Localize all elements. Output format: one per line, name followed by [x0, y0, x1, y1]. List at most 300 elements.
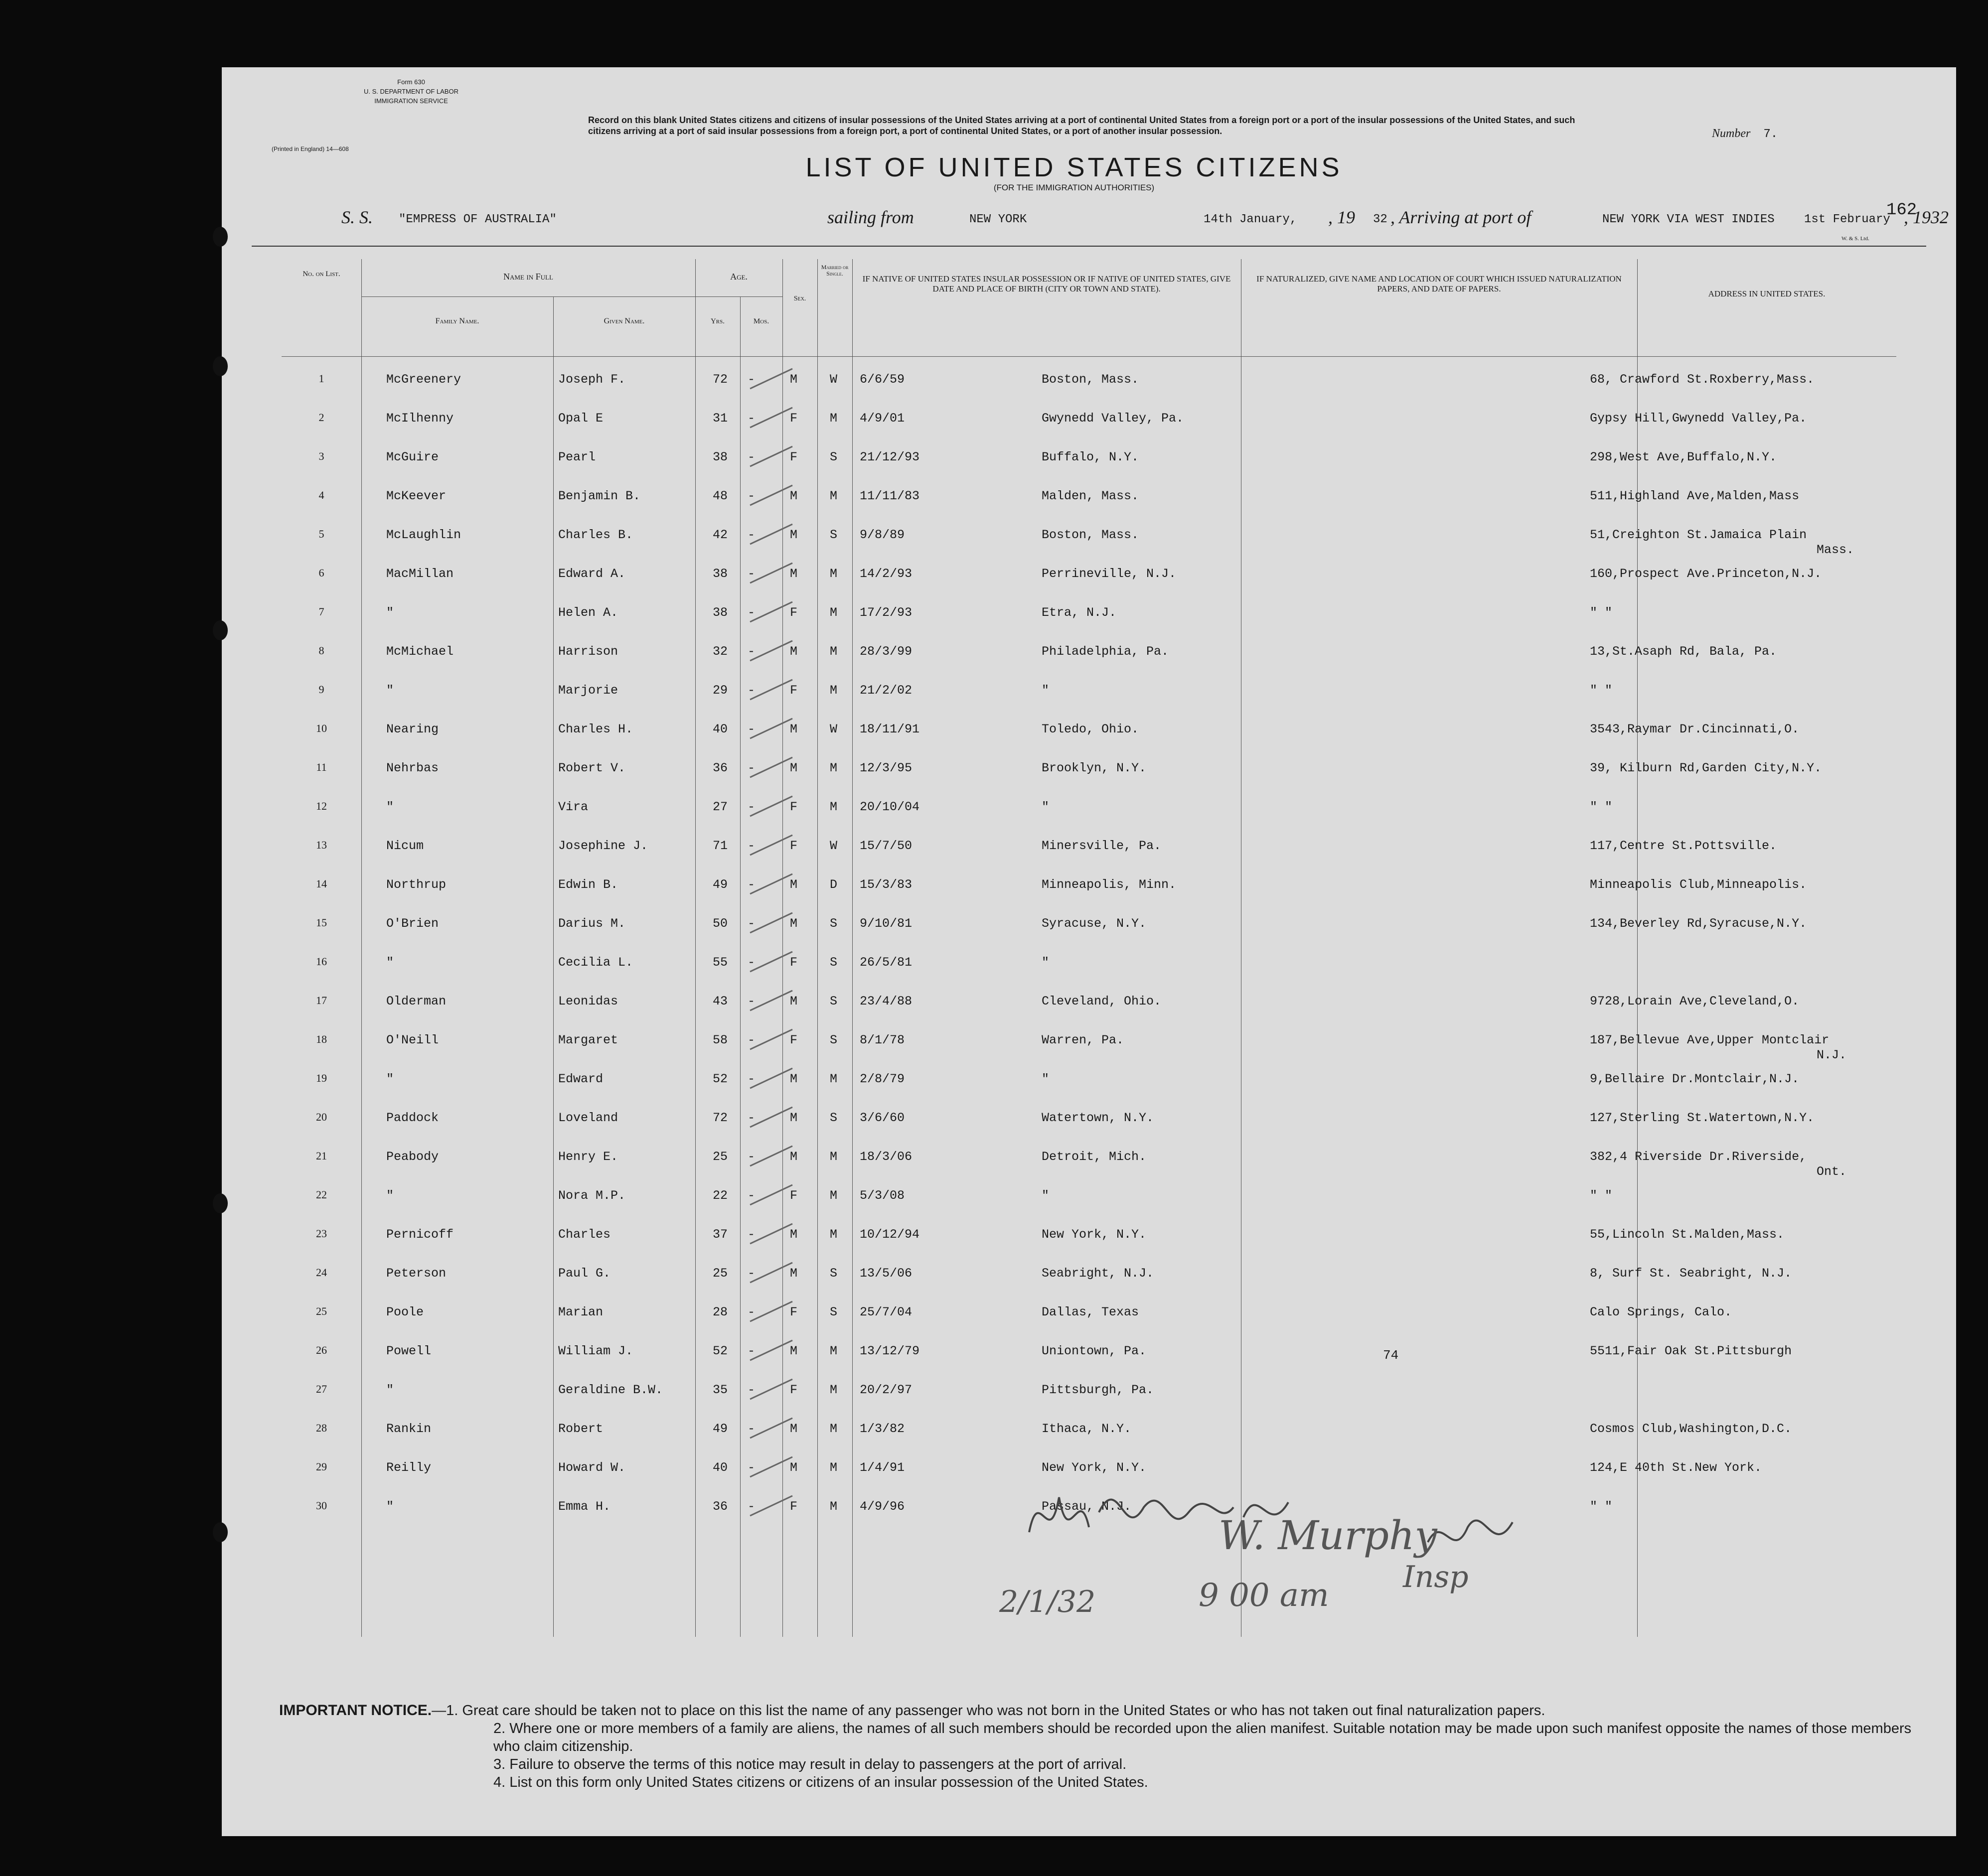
cell-giv: Emma H.	[558, 1499, 611, 1514]
arriving-label: , Arriving at port of	[1390, 207, 1531, 227]
cell-sex: M	[790, 761, 798, 775]
number-value: 7.	[1763, 128, 1778, 141]
cell-sex: F	[790, 1305, 798, 1319]
cell-fam: Pernicoff	[386, 1227, 454, 1242]
cell-age: 55	[712, 955, 728, 970]
page-number: 162	[1886, 201, 1917, 220]
cell-giv: Cecilia L.	[558, 955, 633, 970]
list-number	[1712, 127, 1778, 141]
cell-date: 3/6/60	[860, 1111, 905, 1125]
cell-addr: " "	[1590, 683, 1613, 698]
cell-mar: S	[830, 1305, 838, 1319]
cell-date: 12/3/95	[860, 761, 913, 775]
cell-mar: S	[830, 1033, 838, 1047]
cell-mar: M	[830, 800, 838, 814]
cell-no: 6	[318, 567, 324, 579]
cell-mar: M	[830, 567, 838, 581]
table-row	[282, 672, 1896, 711]
cell-addr: 9,Bellaire Dr.Montclair,N.J.	[1590, 1072, 1800, 1086]
cell-age: 42	[712, 528, 728, 542]
cell-sex: F	[790, 411, 798, 426]
sailing-date: 14th January,	[1204, 213, 1297, 226]
cell-addr: 13,St.Asaph Rd, Bala, Pa.	[1590, 644, 1777, 659]
cell-place: Seabright, N.J.	[1042, 1266, 1154, 1281]
cell-age: 72	[712, 1111, 728, 1125]
cell-sex: M	[790, 489, 798, 503]
cell-fam: Reilly	[386, 1460, 432, 1475]
col-naturalized-header: IF NATURALIZED, GIVE NAME AND LOCATION OF COURT WHICH ISSUED NATURALIZATION PAPERS, AND DATE OF PAPERS.	[1256, 274, 1622, 293]
cell-date: 5/3/08	[860, 1188, 905, 1203]
cell-date: 20/2/97	[860, 1383, 913, 1397]
table-row	[282, 1294, 1896, 1333]
cell-date: 15/7/50	[860, 839, 913, 853]
cell-mos: -	[748, 1422, 756, 1436]
col-native-header: IF NATIVE OF UNITED STATES INSULAR POSSESSION OR IF NATIVE OF UNITED STATES, GIVE DATE AND PLACE OF BIRTH (CITY OR TOWN AND STATE).	[862, 274, 1231, 293]
table-row	[282, 1100, 1896, 1139]
cell-fam: O'Brien	[386, 916, 439, 931]
cell-sex: M	[790, 372, 798, 387]
table-row	[282, 439, 1896, 478]
cell-mos: -	[748, 1188, 756, 1203]
service: IMMIGRATION SERVICE	[374, 97, 448, 105]
col-yrs-header: Yrs.	[710, 317, 725, 325]
cell-sex: M	[790, 916, 798, 931]
cell-addr-cont: Mass.	[1817, 543, 1854, 557]
cell-place: Detroit, Mich.	[1042, 1150, 1147, 1164]
cell-giv: Josephine J.	[558, 839, 648, 853]
cell-mar: M	[830, 1188, 838, 1203]
cell-no: 21	[316, 1150, 327, 1162]
cell-sex: M	[790, 1422, 798, 1436]
cell-place: "	[1042, 955, 1050, 970]
cell-place: Brooklyn, N.Y.	[1042, 761, 1147, 775]
cell-sex: F	[790, 605, 798, 620]
cell-mar: S	[830, 528, 838, 542]
cell-fam: "	[386, 955, 394, 970]
cell-age: 32	[712, 644, 728, 659]
cell-addr: " "	[1590, 1188, 1613, 1203]
cell-mar: M	[830, 489, 838, 503]
printed-note: (Printed in England) 14—608	[272, 145, 349, 152]
cell-place: Gwynedd Valley, Pa.	[1042, 411, 1184, 426]
cell-giv: Geraldine B.W.	[558, 1383, 663, 1397]
cell-age: 28	[712, 1305, 728, 1319]
cell-sex: M	[790, 567, 798, 581]
cell-sex: M	[790, 722, 798, 736]
table-row	[282, 1139, 1896, 1177]
cell-no: 8	[318, 644, 324, 657]
cell-sex: F	[790, 1499, 798, 1514]
cell-giv: Vira	[558, 800, 589, 814]
cell-mar: M	[830, 1499, 838, 1514]
cell-giv: Marian	[558, 1305, 604, 1319]
cell-mos: -	[748, 683, 756, 698]
cell-mar: M	[830, 761, 838, 775]
cell-addr: Calo Springs, Calo.	[1590, 1305, 1732, 1319]
cell-mos: -	[748, 411, 756, 426]
cell-sex: F	[790, 839, 798, 853]
cell-mos: -	[748, 994, 756, 1009]
col-name-header: Name in Full	[503, 272, 553, 282]
cell-mos: -	[748, 1072, 756, 1086]
cell-age: 38	[712, 567, 728, 581]
cell-age: 37	[712, 1227, 728, 1242]
cell-place: "	[1042, 683, 1050, 698]
ship-name: "EMPRESS OF AUSTRALIA"	[399, 213, 557, 226]
cell-giv: William J.	[558, 1344, 633, 1358]
cell-age: 40	[712, 722, 728, 736]
cell-place: Malden, Mass.	[1042, 489, 1139, 503]
cell-giv: Charles H.	[558, 722, 633, 736]
cell-addr: 5511,Fair Oak St.Pittsburgh	[1590, 1344, 1792, 1358]
cell-mar: W	[830, 372, 838, 387]
cell-giv: Edward A.	[558, 567, 626, 581]
cell-place: "	[1042, 1072, 1050, 1086]
cell-place: Minersville, Pa.	[1042, 839, 1162, 853]
cell-no: 1	[318, 372, 324, 385]
cell-fam: "	[386, 1383, 394, 1397]
cell-sex: M	[790, 1072, 798, 1086]
cell-no: 11	[316, 761, 327, 773]
cell-age: 38	[712, 450, 728, 464]
cell-date: 20/10/04	[860, 800, 920, 814]
cell-mos: -	[748, 1111, 756, 1125]
cell-no: 25	[316, 1305, 327, 1317]
cell-fam: Nehrbas	[386, 761, 439, 775]
cell-date: 4/9/01	[860, 411, 905, 426]
cell-mar: M	[830, 1344, 838, 1358]
cell-addr: 39, Kilburn Rd,Garden City,N.Y.	[1590, 761, 1822, 775]
cell-mos: -	[748, 1460, 756, 1475]
cell-no: 5	[318, 528, 324, 540]
cell-date: 4/9/96	[860, 1499, 905, 1514]
department: U. S. DEPARTMENT OF LABOR	[364, 88, 459, 95]
cell-no: 28	[316, 1422, 327, 1434]
cell-mar: M	[830, 1072, 838, 1086]
punch-hole	[213, 620, 228, 640]
cell-giv: Charles	[558, 1227, 611, 1242]
form-header	[272, 77, 516, 152]
table-row	[282, 828, 1896, 866]
cell-addr: 134,Beverley Rd,Syracuse,N.Y.	[1590, 916, 1807, 931]
cell-giv: Nora M.P.	[558, 1188, 626, 1203]
year: 32	[1373, 213, 1387, 226]
cell-giv: Darius M.	[558, 916, 626, 931]
cell-giv: Henry E.	[558, 1150, 618, 1164]
cell-date: 18/3/06	[860, 1150, 913, 1164]
cell-no: 10	[316, 722, 327, 734]
cell-fam: Poole	[386, 1305, 424, 1319]
cell-no: 26	[316, 1344, 327, 1356]
cell-addr: 3543,Raymar Dr.Cincinnati,O.	[1590, 722, 1800, 736]
cell-mos: -	[748, 1150, 756, 1164]
cell-mar: M	[830, 1422, 838, 1436]
cell-age: 35	[712, 1383, 728, 1397]
cell-place: Warren, Pa.	[1042, 1033, 1124, 1047]
col-family-header: Family Name.	[435, 317, 479, 325]
cell-mar: S	[830, 916, 838, 931]
cell-date: 1/4/91	[860, 1460, 905, 1475]
cell-date: 25/7/04	[860, 1305, 913, 1319]
cell-mos: -	[748, 722, 756, 736]
handwritten-time: 9 00 am	[1199, 1577, 1329, 1614]
table-row	[282, 478, 1896, 517]
cell-fam: Northrup	[386, 877, 447, 892]
cell-no: 18	[316, 1033, 327, 1045]
cell-mos: -	[748, 916, 756, 931]
cell-addr: 124,E 40th St.New York.	[1590, 1460, 1762, 1475]
arrival-date: 1st February	[1804, 213, 1890, 226]
table-row	[282, 1061, 1896, 1100]
cell-date: 6/6/59	[860, 372, 905, 387]
cell-addr: 68, Crawford St.Roxberry,Mass.	[1590, 372, 1815, 387]
cell-age: 38	[712, 605, 728, 620]
cell-no: 3	[318, 450, 324, 462]
cell-mar: S	[830, 994, 838, 1009]
table-row	[282, 789, 1896, 828]
cell-date: 26/5/81	[860, 955, 913, 970]
col-no-header: No. on List.	[303, 270, 340, 278]
cell-addr: 511,Highland Ave,Malden,Mass	[1590, 489, 1800, 503]
cell-date: 9/10/81	[860, 916, 913, 931]
cell-fam: "	[386, 1072, 394, 1086]
cell-fam: Nicum	[386, 839, 424, 853]
cell-addr: 127,Sterling St.Watertown,N.Y.	[1590, 1111, 1815, 1125]
cell-mar: M	[830, 644, 838, 659]
cell-mos: -	[748, 1344, 756, 1358]
cell-mar: W	[830, 722, 838, 736]
cell-sex: M	[790, 994, 798, 1009]
cell-addr: 382,4 Riverside Dr.Riverside,	[1590, 1150, 1807, 1164]
cell-mos: -	[748, 489, 756, 503]
cell-no: 13	[316, 839, 327, 851]
cell-place: Boston, Mass.	[1042, 528, 1139, 542]
cell-giv: Harrison	[558, 644, 618, 659]
cell-date: 2/8/79	[860, 1072, 905, 1086]
table-row	[282, 1411, 1896, 1449]
cell-age: 49	[712, 1422, 728, 1436]
col-sex-header: Sex.	[793, 295, 806, 302]
cell-mar: M	[830, 1150, 838, 1164]
cell-place: Perrineville, N.J.	[1042, 567, 1177, 581]
table-row	[282, 905, 1896, 944]
cell-sex: F	[790, 1188, 798, 1203]
col-married-header: Married or Single.	[821, 264, 849, 277]
cell-no: 4	[318, 489, 324, 501]
number-label: Number	[1712, 127, 1751, 140]
cell-date: 17/2/93	[860, 605, 913, 620]
table-row	[282, 594, 1896, 633]
cell-age: 72	[712, 372, 728, 387]
cell-date: 21/2/02	[860, 683, 913, 698]
cell-addr: 55,Lincoln St.Malden,Mass.	[1590, 1227, 1785, 1242]
cell-giv: Joseph F.	[558, 372, 626, 387]
cell-addr: 51,Creighton St.Jamaica Plain	[1590, 528, 1807, 542]
cell-addr: 298,West Ave,Buffalo,N.Y.	[1590, 450, 1777, 464]
cell-addr: 187,Bellevue Ave,Upper Montclair	[1590, 1033, 1830, 1047]
cell-place: "	[1042, 800, 1050, 814]
cell-mar: M	[830, 683, 838, 698]
cell-mar: W	[830, 839, 838, 853]
cell-mar: M	[830, 411, 838, 426]
table-row	[282, 1333, 1896, 1372]
table-row	[282, 517, 1896, 556]
cell-no: 15	[316, 916, 327, 929]
cell-sex: M	[790, 1150, 798, 1164]
ss-label: S. S.	[341, 207, 373, 227]
cell-sex: F	[790, 1033, 798, 1047]
cell-date: 28/3/99	[860, 644, 913, 659]
cell-addr: " "	[1590, 605, 1613, 620]
cell-mos: -	[748, 372, 756, 387]
cell-age: 52	[712, 1344, 728, 1358]
cell-age: 40	[712, 1460, 728, 1475]
cell-age: 22	[712, 1188, 728, 1203]
cell-no: 22	[316, 1188, 327, 1201]
cell-place: Etra, N.J.	[1042, 605, 1117, 620]
cell-no: 27	[316, 1383, 327, 1395]
cell-sex: M	[790, 1227, 798, 1242]
naturalized-note: 74	[1383, 1348, 1399, 1363]
header-divider	[361, 296, 782, 297]
cell-mos: -	[748, 1383, 756, 1397]
cell-sex: F	[790, 955, 798, 970]
cell-mar: M	[830, 1383, 838, 1397]
cell-mar: S	[830, 1266, 838, 1281]
cell-fam: Peterson	[386, 1266, 447, 1281]
cell-sex: M	[790, 528, 798, 542]
cell-no: 12	[316, 800, 327, 812]
cell-date: 15/3/83	[860, 877, 913, 892]
cell-mos: -	[748, 839, 756, 853]
important-notice	[279, 1702, 1934, 1791]
cell-sex: M	[790, 1344, 798, 1358]
cell-addr: 9728,Lorain Ave,Cleveland,O.	[1590, 994, 1800, 1009]
cell-mos: -	[748, 450, 756, 464]
handwritten-date: 2/1/32	[999, 1585, 1096, 1619]
cell-date: 13/5/06	[860, 1266, 913, 1281]
cell-mar: M	[830, 1227, 838, 1242]
col-given-header: Given Name.	[604, 317, 645, 325]
table-row	[282, 866, 1896, 905]
cell-giv: Loveland	[558, 1111, 618, 1125]
cell-age: 36	[712, 1499, 728, 1514]
cell-giv: Howard W.	[558, 1460, 626, 1475]
from-port: NEW YORK	[969, 213, 1027, 226]
table-row	[282, 944, 1896, 983]
cell-mos: -	[748, 528, 756, 542]
cell-fam: McKeever	[386, 489, 447, 503]
table-row	[282, 1372, 1896, 1411]
cell-no: 17	[316, 994, 327, 1007]
cell-mos: -	[748, 800, 756, 814]
cell-sex: F	[790, 800, 798, 814]
table-row	[282, 983, 1896, 1022]
cell-age: 43	[712, 994, 728, 1009]
cell-fam: McGreenery	[386, 372, 461, 387]
table-row	[282, 1216, 1896, 1255]
cell-fam: "	[386, 683, 394, 698]
table-row	[282, 1022, 1896, 1061]
cell-giv: Marjorie	[558, 683, 618, 698]
cell-fam: "	[386, 800, 394, 814]
cell-mos: -	[748, 1266, 756, 1281]
form-number: Form 630	[397, 78, 425, 86]
header-bottom	[282, 356, 1896, 357]
cell-mos: -	[748, 1499, 756, 1514]
cell-mos: -	[748, 605, 756, 620]
notice-item: 2. Where one or more members of a family are aliens, the names of all such members should be recorded upon the alien manifest. Suitable notation may be made upon such manifest opposite the names of those members who claim citizenship.	[493, 1721, 1912, 1754]
cell-date: 18/11/91	[860, 722, 920, 736]
cell-age: 36	[712, 761, 728, 775]
cell-date: 10/12/94	[860, 1227, 920, 1242]
cell-fam: McMichael	[386, 644, 454, 659]
notice-item: 4. List on this form only United States citizens or citizens of an insular possession of the United States.	[493, 1774, 1148, 1790]
table-row	[282, 1177, 1896, 1216]
cell-place: Pittsburgh, Pa.	[1042, 1383, 1154, 1397]
cell-fam: "	[386, 605, 394, 620]
col-address-header: ADDRESS IN UNITED STATES.	[1708, 289, 1826, 298]
cell-fam: MacMillan	[386, 567, 454, 581]
cell-mos: -	[748, 1227, 756, 1242]
cell-mar: M	[830, 1460, 838, 1475]
cell-giv: Helen A.	[558, 605, 618, 620]
cell-date: 9/8/89	[860, 528, 905, 542]
notice-item: —1. Great care should be taken not to place on this list the name of any passenger who was not born in the United States or who has not taken out final naturalization papers.	[432, 1703, 1545, 1719]
cell-addr: 117,Centre St.Pottsville.	[1590, 839, 1777, 853]
cell-date: 21/12/93	[860, 450, 920, 464]
cell-age: 31	[712, 411, 728, 426]
cell-age: 52	[712, 1072, 728, 1086]
cell-addr: " "	[1590, 800, 1613, 814]
table-row	[282, 711, 1896, 750]
cell-place: Syracuse, N.Y.	[1042, 916, 1147, 931]
cell-addr: 8, Surf St. Seabright, N.J.	[1590, 1266, 1792, 1281]
cell-giv: Leonidas	[558, 994, 618, 1009]
cell-giv: Benjamin B.	[558, 489, 641, 503]
cell-mos: -	[748, 1033, 756, 1047]
cell-sex: M	[790, 1266, 798, 1281]
cell-fam: McGuire	[386, 450, 439, 464]
cell-giv: Pearl	[558, 450, 596, 464]
notice-label: IMPORTANT NOTICE.	[279, 1702, 432, 1719]
manifest-page	[222, 67, 1956, 1836]
cell-date: 8/1/78	[860, 1033, 905, 1047]
cell-no: 29	[316, 1460, 327, 1473]
cell-giv: Robert	[558, 1422, 604, 1436]
handwritten-initials: Insp	[1403, 1560, 1469, 1594]
year-prefix: , 19	[1328, 207, 1355, 227]
table-row	[282, 400, 1896, 439]
cell-giv: Robert V.	[558, 761, 626, 775]
cell-date: 11/11/83	[860, 489, 920, 503]
cell-age: 25	[712, 1150, 728, 1164]
cell-place: Watertown, N.Y.	[1042, 1111, 1154, 1125]
cell-place: New York, N.Y.	[1042, 1227, 1147, 1242]
handwritten-signature: W. Murphy	[1219, 1512, 1437, 1559]
cell-no: 16	[316, 955, 327, 968]
cell-age: 49	[712, 877, 728, 892]
cell-mar: S	[830, 1111, 838, 1125]
cell-mar: M	[830, 605, 838, 620]
cell-mar: D	[830, 877, 838, 892]
cell-mos: -	[748, 567, 756, 581]
arrival-port: NEW YORK VIA WEST INDIES	[1602, 213, 1775, 226]
cell-giv: Edward	[558, 1072, 604, 1086]
cell-place: Passau, N.J.	[1042, 1499, 1132, 1514]
cell-fam: Paddock	[386, 1111, 439, 1125]
cell-place: Minneapolis, Minn.	[1042, 877, 1177, 892]
